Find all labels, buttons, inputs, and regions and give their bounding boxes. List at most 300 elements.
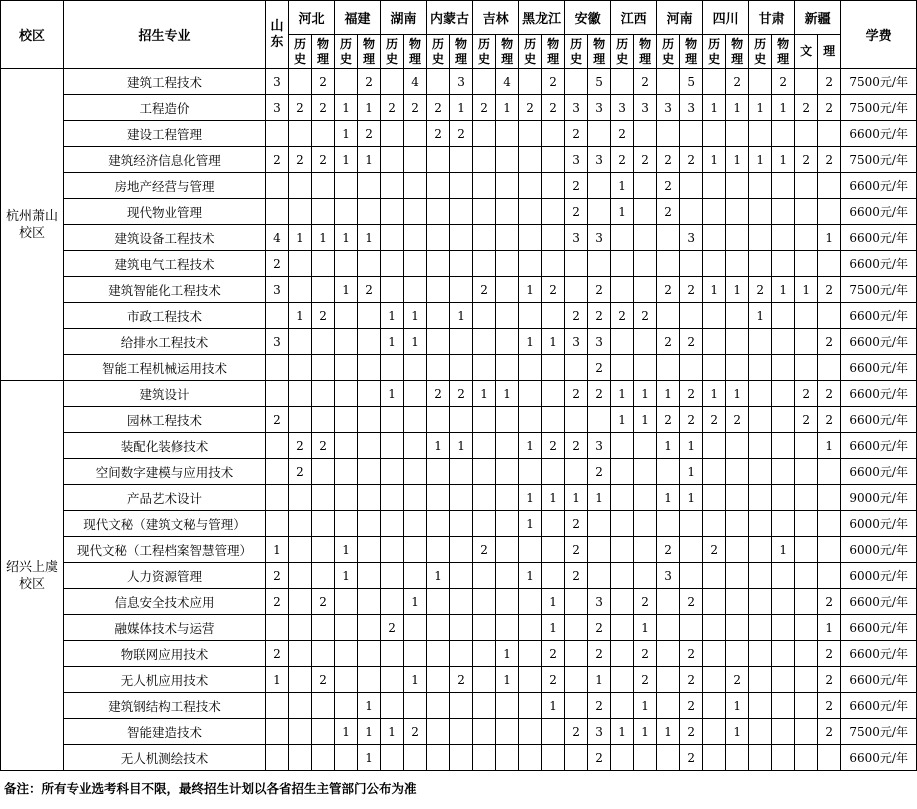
quota-cell: [657, 589, 680, 615]
quota-cell: 3: [588, 589, 611, 615]
quota-cell: 1: [772, 147, 795, 173]
major-cell: 现代文秘（工程档案智慧管理）: [64, 537, 266, 563]
quota-cell: [358, 329, 381, 355]
quota-cell: [427, 641, 450, 667]
quota-cell: 2: [312, 667, 335, 693]
quota-cell: [657, 251, 680, 277]
quota-cell: 2: [818, 667, 841, 693]
major-cell: 融媒体技术与运营: [64, 615, 266, 641]
quota-cell: [703, 719, 726, 745]
quota-cell: 1: [818, 433, 841, 459]
quota-cell: 1: [611, 173, 634, 199]
quota-cell: 1: [634, 693, 657, 719]
quota-cell: [427, 303, 450, 329]
quota-cell: [358, 485, 381, 511]
quota-cell: [404, 173, 427, 199]
quota-cell: 3: [266, 277, 289, 303]
quota-cell: 1: [381, 329, 404, 355]
quota-cell: [496, 433, 519, 459]
quota-cell: 3: [657, 95, 680, 121]
quota-cell: [772, 407, 795, 433]
quota-cell: 2: [312, 69, 335, 95]
quota-cell: [703, 667, 726, 693]
quota-cell: [335, 511, 358, 537]
quota-cell: 2: [680, 329, 703, 355]
subject-header: 物理: [496, 35, 519, 69]
quota-cell: [726, 199, 749, 225]
table-row: [1, 693, 917, 719]
quota-cell: [404, 355, 427, 381]
quota-cell: [312, 511, 335, 537]
quota-cell: [289, 667, 312, 693]
quota-cell: [680, 303, 703, 329]
quota-cell: [634, 329, 657, 355]
quota-cell: [427, 537, 450, 563]
quota-cell: [611, 511, 634, 537]
quota-cell: 1: [588, 667, 611, 693]
quota-cell: [818, 537, 841, 563]
quota-cell: 2: [726, 407, 749, 433]
quota-cell: [726, 641, 749, 667]
quota-cell: 3: [611, 95, 634, 121]
quota-cell: [703, 199, 726, 225]
quota-cell: [795, 667, 818, 693]
quota-cell: 1: [358, 719, 381, 745]
quota-cell: 1: [703, 95, 726, 121]
quota-cell: 1: [519, 433, 542, 459]
subject-header: 历史: [381, 35, 404, 69]
quota-cell: 3: [634, 95, 657, 121]
quota-cell: [358, 667, 381, 693]
quota-cell: [519, 745, 542, 771]
quota-cell: [749, 667, 772, 693]
table-row: [1, 667, 917, 693]
quota-cell: 2: [818, 407, 841, 433]
quota-cell: [749, 693, 772, 719]
quota-cell: [772, 745, 795, 771]
quota-cell: [772, 433, 795, 459]
quota-cell: [496, 121, 519, 147]
quota-cell: [542, 511, 565, 537]
quota-cell: [473, 329, 496, 355]
quota-cell: 2: [404, 719, 427, 745]
quota-cell: [289, 329, 312, 355]
quota-cell: [588, 251, 611, 277]
quota-cell: 2: [473, 95, 496, 121]
quota-cell: [611, 745, 634, 771]
quota-cell: [611, 615, 634, 641]
quota-cell: [289, 277, 312, 303]
quota-cell: 1: [450, 433, 473, 459]
quota-cell: [795, 719, 818, 745]
quota-cell: [749, 641, 772, 667]
major-cell: 信息安全技术应用: [64, 589, 266, 615]
quota-cell: [381, 173, 404, 199]
quota-cell: 1: [519, 563, 542, 589]
quota-cell: 1: [772, 95, 795, 121]
quota-cell: 2: [795, 147, 818, 173]
quota-cell: [358, 173, 381, 199]
quota-cell: 2: [565, 199, 588, 225]
quota-cell: [358, 537, 381, 563]
quota-cell: 2: [680, 381, 703, 407]
quota-cell: 3: [565, 225, 588, 251]
quota-cell: 2: [312, 147, 335, 173]
quota-cell: 3: [565, 95, 588, 121]
quota-cell: 1: [565, 485, 588, 511]
quota-cell: [473, 147, 496, 173]
quota-cell: [565, 407, 588, 433]
quota-cell: [542, 121, 565, 147]
quota-cell: [749, 251, 772, 277]
quota-cell: 1: [335, 95, 358, 121]
quota-cell: [588, 173, 611, 199]
quota-cell: 2: [427, 95, 450, 121]
quota-cell: [496, 355, 519, 381]
quota-cell: [450, 641, 473, 667]
fee-cell: 6600元/年: [841, 121, 917, 147]
quota-cell: [289, 121, 312, 147]
major-cell: 物联网应用技术: [64, 641, 266, 667]
quota-cell: [427, 667, 450, 693]
quota-cell: 1: [404, 667, 427, 693]
quota-cell: [772, 589, 795, 615]
quota-cell: [680, 355, 703, 381]
quota-cell: [542, 381, 565, 407]
fee-cell: 6600元/年: [841, 381, 917, 407]
quota-cell: 2: [818, 277, 841, 303]
quota-cell: [381, 355, 404, 381]
quota-cell: [266, 173, 289, 199]
quota-cell: [795, 355, 818, 381]
quota-cell: 2: [542, 667, 565, 693]
subject-header: 理: [818, 35, 841, 69]
quota-cell: [289, 745, 312, 771]
quota-cell: [565, 459, 588, 485]
quota-cell: [381, 511, 404, 537]
quota-cell: 2: [312, 433, 335, 459]
quota-cell: [427, 329, 450, 355]
quota-cell: 2: [450, 667, 473, 693]
quota-cell: 1: [542, 485, 565, 511]
quota-cell: [772, 667, 795, 693]
quota-cell: [289, 69, 312, 95]
quota-cell: [611, 69, 634, 95]
quota-cell: [703, 251, 726, 277]
quota-cell: [312, 693, 335, 719]
quota-cell: [772, 693, 795, 719]
table-row: [1, 147, 917, 173]
quota-cell: [381, 69, 404, 95]
quota-cell: [450, 589, 473, 615]
quota-cell: 2: [427, 121, 450, 147]
quota-cell: [335, 407, 358, 433]
fee-cell: 6600元/年: [841, 303, 917, 329]
quota-cell: [542, 199, 565, 225]
quota-cell: [749, 589, 772, 615]
fee-cell: 6600元/年: [841, 667, 917, 693]
quota-cell: [473, 407, 496, 433]
quota-cell: 2: [266, 251, 289, 277]
quota-cell: 2: [634, 303, 657, 329]
quota-cell: [749, 485, 772, 511]
quota-cell: [335, 615, 358, 641]
quota-cell: [726, 459, 749, 485]
quota-cell: 1: [680, 459, 703, 485]
quota-cell: [404, 121, 427, 147]
quota-cell: [289, 173, 312, 199]
fee-cell: 6600元/年: [841, 225, 917, 251]
quota-cell: [496, 537, 519, 563]
quota-cell: [381, 745, 404, 771]
quota-cell: 2: [565, 537, 588, 563]
quota-cell: [726, 563, 749, 589]
quota-cell: 2: [657, 277, 680, 303]
quota-cell: 2: [588, 745, 611, 771]
quota-cell: [749, 537, 772, 563]
quota-cell: [726, 589, 749, 615]
quota-cell: 2: [657, 147, 680, 173]
table-row: [1, 433, 917, 459]
quota-cell: [795, 537, 818, 563]
quota-cell: [358, 251, 381, 277]
quota-cell: 3: [565, 329, 588, 355]
table-row: [1, 225, 917, 251]
quota-cell: 2: [565, 303, 588, 329]
quota-cell: [404, 745, 427, 771]
quota-cell: [289, 511, 312, 537]
table-row: [1, 407, 917, 433]
quota-cell: [588, 407, 611, 433]
quota-cell: 2: [358, 69, 381, 95]
quota-cell: [634, 355, 657, 381]
quota-cell: [266, 693, 289, 719]
quota-cell: [634, 745, 657, 771]
quota-cell: [473, 485, 496, 511]
quota-cell: [404, 225, 427, 251]
quota-cell: [519, 303, 542, 329]
subject-header: 物理: [588, 35, 611, 69]
quota-cell: 1: [542, 693, 565, 719]
quota-cell: [749, 511, 772, 537]
quota-cell: [335, 459, 358, 485]
quota-cell: 1: [312, 225, 335, 251]
major-cell: 现代物业管理: [64, 199, 266, 225]
province-header: 黑龙江: [519, 1, 565, 35]
quota-cell: 2: [818, 69, 841, 95]
quota-cell: [542, 303, 565, 329]
quota-cell: [611, 563, 634, 589]
quota-cell: [427, 173, 450, 199]
quota-cell: [427, 277, 450, 303]
quota-cell: [795, 121, 818, 147]
quota-cell: [335, 69, 358, 95]
subject-header: 历史: [335, 35, 358, 69]
fee-cell: 6600元/年: [841, 251, 917, 277]
quota-cell: [496, 589, 519, 615]
quota-cell: [795, 615, 818, 641]
quota-cell: 1: [519, 329, 542, 355]
quota-cell: [542, 537, 565, 563]
quota-cell: 1: [404, 589, 427, 615]
quota-cell: 1: [496, 95, 519, 121]
quota-cell: 1: [358, 147, 381, 173]
quota-cell: 2: [795, 407, 818, 433]
quota-cell: [450, 251, 473, 277]
quota-cell: [726, 173, 749, 199]
quota-cell: [496, 745, 519, 771]
quota-cell: [749, 121, 772, 147]
quota-cell: [404, 251, 427, 277]
fee-cell: 6600元/年: [841, 615, 917, 641]
quota-cell: [542, 251, 565, 277]
quota-cell: 2: [312, 589, 335, 615]
quota-cell: [634, 225, 657, 251]
quota-cell: [726, 615, 749, 641]
quota-cell: [335, 433, 358, 459]
quota-cell: [404, 147, 427, 173]
subject-header: 物理: [358, 35, 381, 69]
quota-cell: [795, 251, 818, 277]
fee-cell: 6000元/年: [841, 511, 917, 537]
quota-cell: [404, 485, 427, 511]
quota-cell: [266, 615, 289, 641]
quota-cell: [703, 355, 726, 381]
quota-cell: [818, 173, 841, 199]
quota-cell: [519, 355, 542, 381]
quota-cell: [289, 251, 312, 277]
fee-cell: 6600元/年: [841, 355, 917, 381]
quota-cell: 4: [496, 69, 519, 95]
quota-cell: [358, 511, 381, 537]
quota-cell: [657, 667, 680, 693]
quota-cell: [473, 615, 496, 641]
quota-cell: [381, 459, 404, 485]
quota-cell: [381, 563, 404, 589]
table-row: [1, 511, 917, 537]
quota-cell: [749, 615, 772, 641]
quota-cell: [381, 589, 404, 615]
quota-cell: [312, 173, 335, 199]
quota-cell: [289, 407, 312, 433]
subject-header: 物理: [450, 35, 473, 69]
quota-cell: 1: [634, 381, 657, 407]
quota-cell: 1: [519, 277, 542, 303]
quota-cell: [266, 511, 289, 537]
quota-cell: [818, 199, 841, 225]
quota-cell: 3: [266, 69, 289, 95]
quota-cell: 1: [542, 615, 565, 641]
fee-cell: 6000元/年: [841, 563, 917, 589]
quota-cell: [818, 355, 841, 381]
quota-cell: [473, 511, 496, 537]
quota-cell: 1: [749, 147, 772, 173]
quota-cell: [404, 693, 427, 719]
major-cell: 建筑设计: [64, 381, 266, 407]
quota-cell: 2: [726, 69, 749, 95]
subject-header: 物理: [726, 35, 749, 69]
quota-cell: [404, 641, 427, 667]
quota-cell: [496, 277, 519, 303]
quota-cell: [703, 329, 726, 355]
quota-cell: [473, 693, 496, 719]
table-row: [1, 199, 917, 225]
quota-cell: [657, 459, 680, 485]
quota-cell: [427, 693, 450, 719]
province-header: 江西: [611, 1, 657, 35]
quota-cell: [772, 199, 795, 225]
quota-cell: [542, 173, 565, 199]
quota-cell: 2: [266, 147, 289, 173]
quota-cell: 3: [565, 147, 588, 173]
quota-cell: [726, 329, 749, 355]
quota-cell: 1: [450, 303, 473, 329]
subject-header: 历史: [703, 35, 726, 69]
table-row: [1, 459, 917, 485]
quota-cell: 1: [657, 485, 680, 511]
quota-cell: 1: [703, 381, 726, 407]
quota-cell: [703, 433, 726, 459]
quota-cell: 1: [381, 381, 404, 407]
quota-cell: 1: [519, 511, 542, 537]
quota-cell: [358, 615, 381, 641]
quota-cell: [680, 173, 703, 199]
quota-cell: 1: [634, 719, 657, 745]
quota-cell: 3: [680, 225, 703, 251]
quota-cell: 1: [473, 381, 496, 407]
table-row: [1, 381, 917, 407]
quota-cell: [473, 199, 496, 225]
quota-cell: [680, 251, 703, 277]
quota-cell: [703, 745, 726, 771]
quota-cell: [335, 199, 358, 225]
quota-cell: [749, 745, 772, 771]
quota-cell: [473, 589, 496, 615]
quota-cell: [772, 303, 795, 329]
quota-cell: 2: [680, 589, 703, 615]
quota-cell: 2: [473, 537, 496, 563]
quota-cell: [473, 641, 496, 667]
quota-cell: [726, 537, 749, 563]
quota-cell: [726, 303, 749, 329]
quota-cell: 2: [703, 407, 726, 433]
quota-cell: 1: [772, 277, 795, 303]
subject-header: 物理: [542, 35, 565, 69]
quota-cell: 2: [450, 381, 473, 407]
quota-cell: [565, 693, 588, 719]
subject-header: 文: [795, 35, 818, 69]
quota-cell: [795, 303, 818, 329]
quota-cell: 2: [634, 641, 657, 667]
quota-cell: [450, 277, 473, 303]
quota-cell: [542, 225, 565, 251]
quota-cell: [795, 485, 818, 511]
quota-cell: [312, 381, 335, 407]
quota-cell: [680, 121, 703, 147]
quota-cell: [818, 745, 841, 771]
subject-header: 物理: [404, 35, 427, 69]
quota-cell: 2: [358, 277, 381, 303]
table-row: [1, 277, 917, 303]
quota-cell: [404, 381, 427, 407]
quota-cell: [496, 251, 519, 277]
quota-cell: [312, 459, 335, 485]
quota-cell: [266, 745, 289, 771]
quota-cell: [289, 563, 312, 589]
table-row: [1, 69, 917, 95]
quota-cell: [473, 563, 496, 589]
quota-cell: [450, 745, 473, 771]
